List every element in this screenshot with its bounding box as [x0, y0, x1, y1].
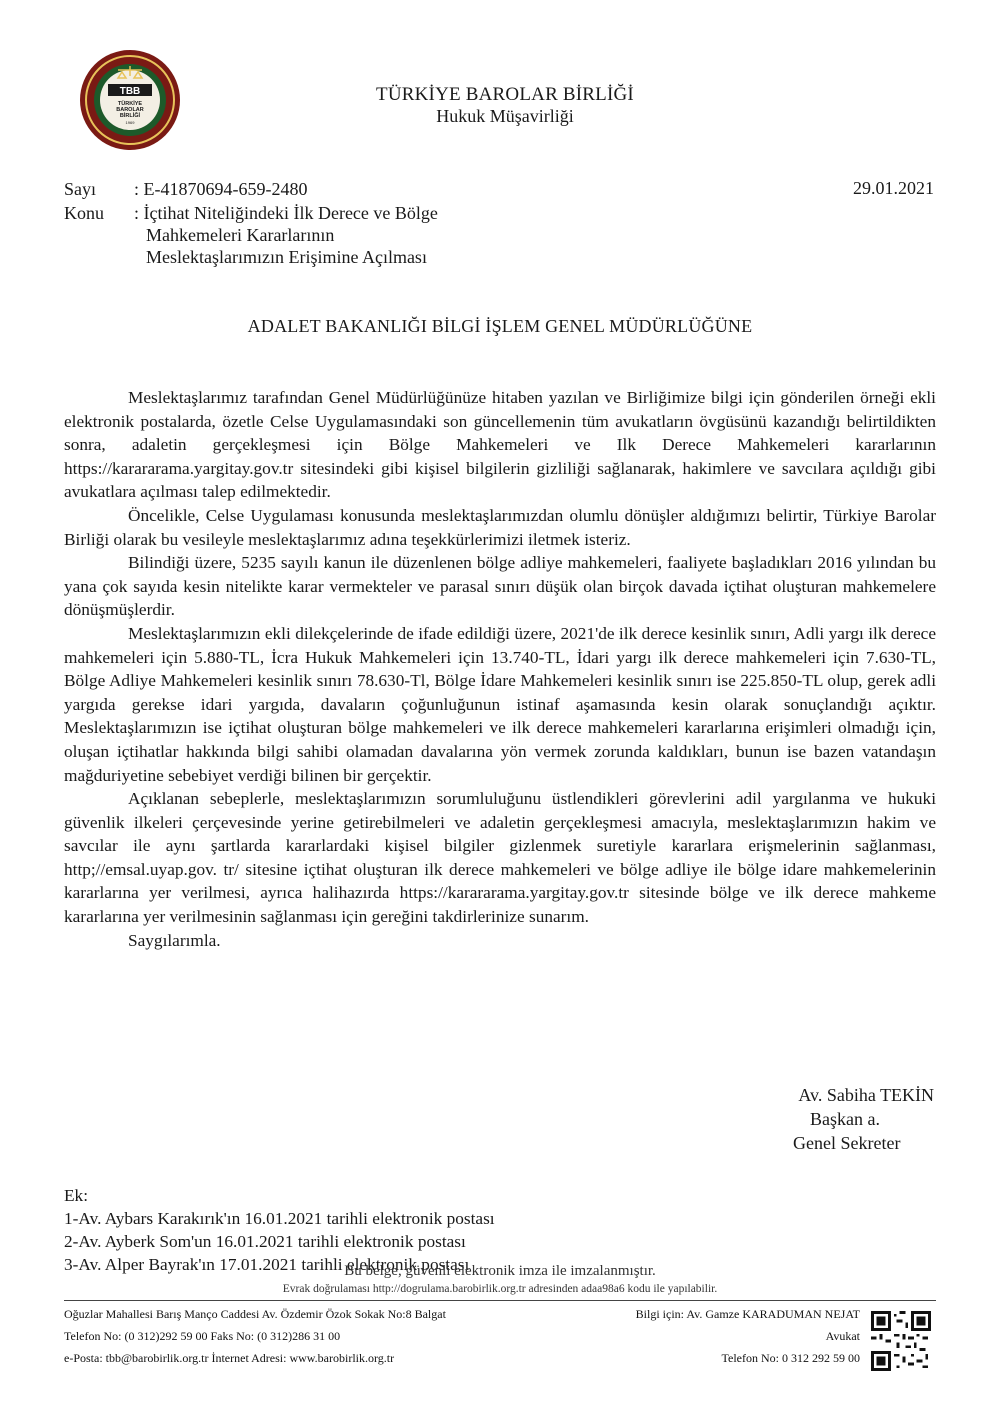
konu-line: Mahkemeleri Kararlarının [146, 225, 335, 245]
footer-phone-fax: Telefon No: (0 312)292 59 00 Faks No: (0 312)286 31 00 [64, 1329, 341, 1343]
footer-info-person: Bilgi için: Av. Gamze KARADUMAN NEJAT [635, 1307, 860, 1321]
svg-text:BAROLAR: BAROLAR [116, 107, 144, 113]
body-paragraph: Bilindiği üzere, 5235 sayılı kanun ile düzenlenen bölge adliye mahkemeleri, faaliyete başladıkları 2016 yılından bu yana çok sayıda kesin nitelikte karar vermekteler ve parasal sınırı düşük olan birçok davada içtihat oluşturan mahkemelere dönüşmüşlerdir. [64, 553, 936, 620]
qr-code-icon [871, 1311, 931, 1371]
letter-date: 29.01.2021 [853, 178, 934, 198]
signatory-subtitle: Genel Sekreter [793, 1133, 901, 1153]
attachments-label: Ek: [64, 1186, 88, 1205]
footer-address: Oğuzlar Mahallesi Barış Manço Caddesi Av. Özdemir Özok Sokak No:8 Balgat [64, 1307, 446, 1321]
footer-info-phone: Telefon No: 0 312 292 59 00 [721, 1351, 860, 1365]
seal-letters: TBB [119, 86, 141, 97]
footer-info [636, 1303, 860, 1369]
signatory-name: Av. Sabiha TEKİN [798, 1085, 934, 1105]
footer-role: Avukat [825, 1329, 860, 1343]
esign-note: Bu belge, güvenli elektronik imza ile imzalanmıştır. [344, 1263, 656, 1279]
konu-label: Konu [64, 203, 104, 223]
org-subtitle: Hukuk Müşavirliği [436, 106, 574, 126]
attachment-item: 1-Av. Aybars Karakırık'ın 16.01.2021 tarihli elektronik postası [64, 1209, 495, 1228]
tbb-seal-logo [78, 48, 182, 152]
body-paragraph: Meslektaşlarımızın ekli dilekçelerinde de ifade edildiği üzere, 2021'de ilk derece kesinlik sınırı, Adli yargı ilk derece mahkemeleri için 5.880-TL, İcra Hukuk Mahkemeleri için 13.740-TL, İdari yargı ilk derece mahkemeleri için 7.630-TL, Bölge Adliye Mahkemeleri kesinlik sınırı 78.630-Tl, Bölge İdare Mahkemeleri kesinlik sınırı ise 225.850-TL olup, gerek adli yargıda gerekse idari yargıda, davaların çoğunluğunun istinaf aşamasında kesin olarak sonuçlandığı açıktır. Meslektaşlarımızın ise içtihat oluşturan bölge mahkemeleri ve ilk derece mahkemeleri kararlarına erişimleri olmadığı için, oluşan içtihatlar hakkında bilgi sahibi olamadan davalarına yön vermek zorunda kaldıkları, bunun ise bazen vatandaşın mağduriyetine sebebiyet verdiği bilinen bir gerçektir. [64, 623, 936, 785]
konu-line: Meslektaşlarımızın Erişimine Açılması [146, 247, 427, 267]
footer-email-web: e-Posta: tbb@barobirlik.org.tr İnternet Adresi: www.barobirlik.org.tr [64, 1351, 395, 1365]
footer-contact [64, 1303, 446, 1369]
attachment-item: 3-Av. Alper Bayrak'ın 17.01.2021 tarihli elektronik postası [64, 1255, 470, 1274]
org-title: TÜRKİYE BAROLAR BİRLİĞİ [376, 84, 634, 105]
konu-line: : İçtihat Niteliğindeki İlk Derece ve Bölge [134, 203, 438, 223]
closing: Saygılarımla. [128, 930, 221, 950]
letter-body [64, 386, 936, 952]
addressee: ADALET BAKANLIĞI BİLGİ İŞLEM GENEL MÜDÜRLÜĞÜNE [247, 316, 753, 336]
signatory-title: Başkan a. [810, 1109, 880, 1129]
body-paragraph: Öncelikle, Celse Uygulaması konusunda meslektaşlarımızdan olumlu dönüşler aldığımızı belirtir, Türkiye Barolar Birliği olarak bu vesileyle meslektaşlarımız adına teşekkürlerimizi iletmek isteriz. [64, 505, 936, 549]
verification-note: Evrak doğrulaması http://dogrulama.barobirlik.org.tr adresinden adaa98a6 kodu ile yapılabilir. [282, 1283, 718, 1295]
body-paragraph: Meslektaşlarımız tarafından Genel Müdürlüğünüze hitaben yazılan ve Birliğimize bilgi için gönderilen örneği ekli elektronik postalarda, özetle Celse Uygulamasındaki son güncellemenin tüm avukatların övgüsünü kazandığı belirtildikten sonra, adaletin gerçekleşmesi için Bölge Mahkemeleri ve Ilk Derece Mahkemeleri kararlarının https://karararama.yargitay.gov.tr sitesindeki gibi kişisel bilgilerin gizliliği sağlanarak, hakimlere ve savcılara açıldığı gibi avukatlara açılması talep edilmektedir. [64, 388, 936, 502]
svg-text:1969: 1969 [125, 120, 135, 125]
svg-text:TÜRKİYE: TÜRKİYE [117, 101, 143, 107]
body-paragraph: Açıklanan sebeplerle, meslektaşlarımızın sorumluluğunu üstlendikleri görevlerini adil yargılanma ve hukuki güvenlik ilkeleri çerçevesinde yerine getirebilmeleri ve adaletin gerçekleşmesi amacıyla, meslektaşlarımızın hakim ve savcılar ile aynı şartlarda kararlardaki kişisel bilgiler gizlenmek suretiyle kararlara erişmelerinin sağlanması, http;//emsal.uyap.gov. tr/ sitesine içtihat oluşturan ilk derece mahkemeleri ve bölge adliye ile bölge idare mahkemelerinin kararlarına yer verilmesi, ayrıca halihazırda https://karararama.yargitay.gov.tr sitesinde bölge ve ilk derece mahkeme kararlarına yer verilmesinin sağlanması için gereğini takdirlerinize sunarım. [64, 789, 936, 927]
footer-divider [64, 1300, 936, 1301]
svg-text:BİRLİĞİ: BİRLİĞİ [119, 113, 141, 119]
sayi-value: : E-41870694-659-2480 [134, 179, 308, 199]
sayi-label: Sayı [64, 179, 97, 199]
attachment-item: 2-Av. Ayberk Som'un 16.01.2021 tarihli elektronik postası [64, 1232, 466, 1251]
